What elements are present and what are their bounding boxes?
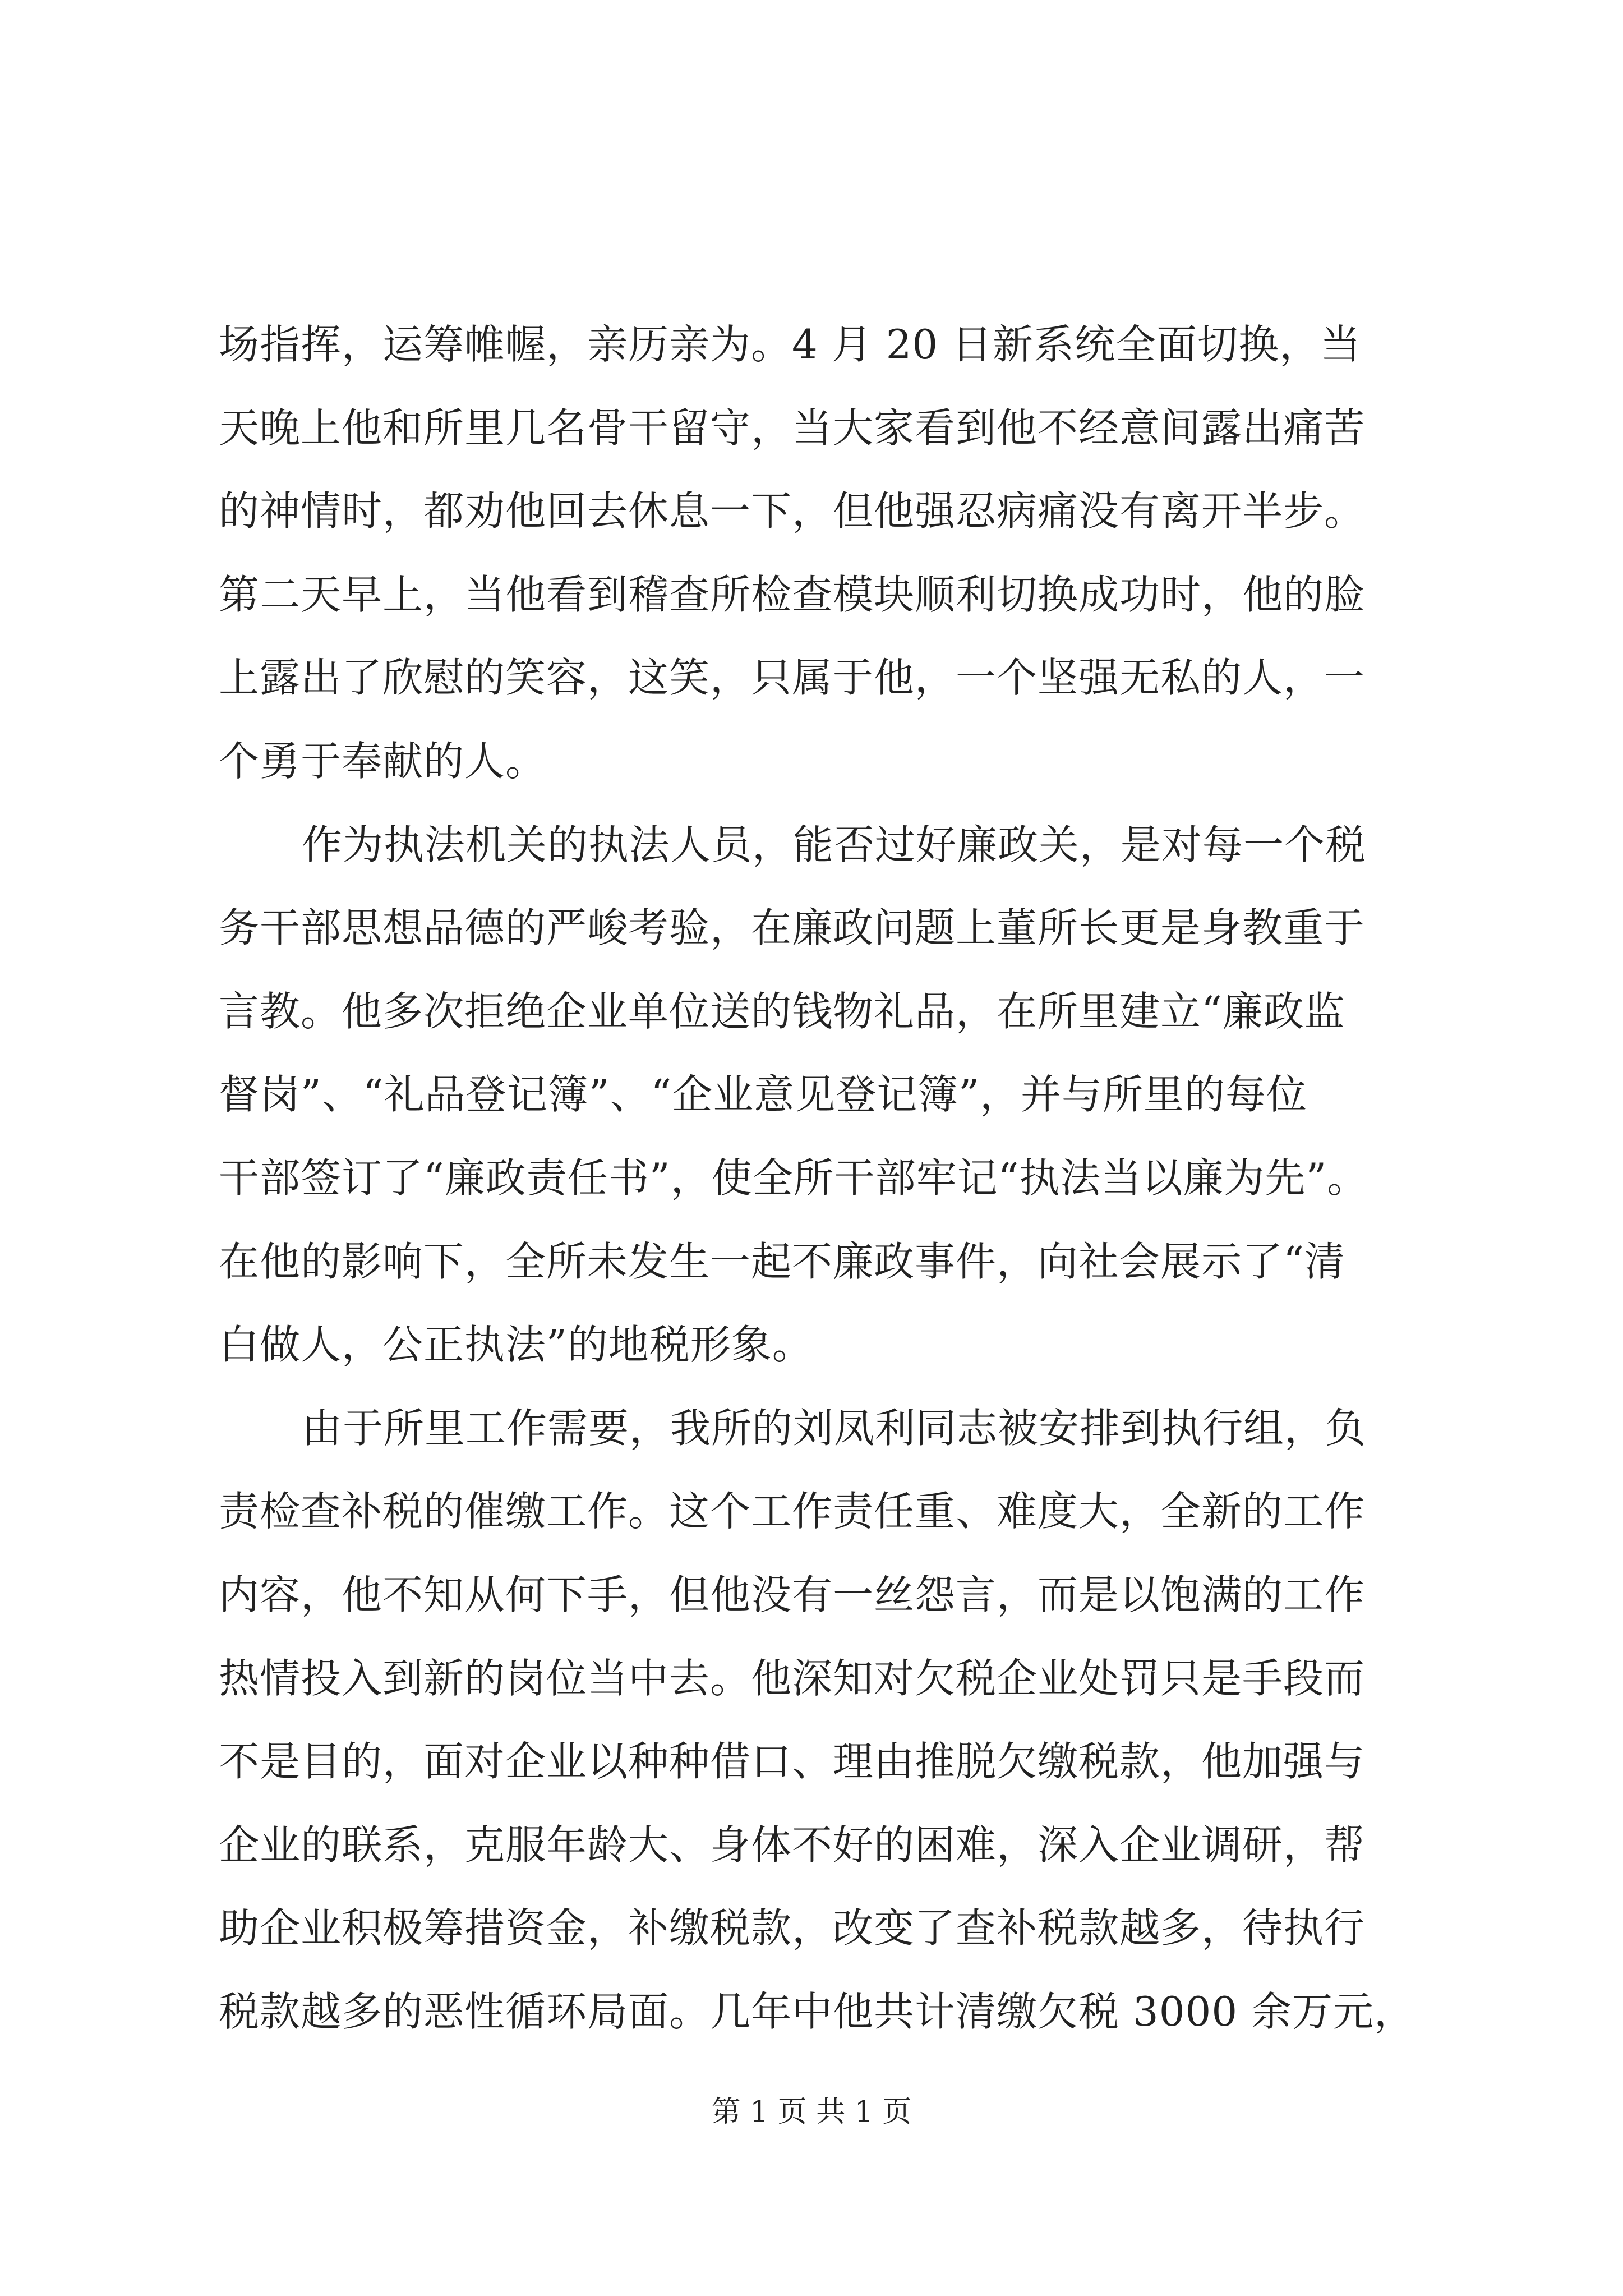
body-line: 助企业积极筹措资金，补缴税款，改变了查补税款越多，待执行 — [219, 1904, 1366, 1952]
document-body — [219, 303, 1475, 2053]
body-line: 责检查补税的催缴工作。这个工作责任重、难度大，全新的工作 — [219, 1488, 1366, 1535]
body-line: 白做人，公正执法”的地税形象。 — [219, 1321, 813, 1369]
paragraph-first-line: 由于所里工作需要，我所的刘凤利同志被安排到执行组，负 — [302, 1404, 1367, 1452]
body-line: 个勇于奉献的人。 — [219, 737, 547, 785]
paragraph-first-line: 作为执法机关的执法人员，能否过好廉政关，是对每一个税 — [302, 821, 1367, 868]
body-line: 上露出了欣慰的笑容，这笑，只属于他，一个坚强无私的人，一 — [219, 654, 1366, 702]
body-line: 干部签订了“廉政责任书”，使全所干部牢记“执法当以廉为先”。 — [219, 1154, 1368, 1202]
body-line: 言教。他多次拒绝企业单位送的钱物礼品，在所里建立“廉政监 — [219, 987, 1345, 1035]
body-line: 企业的联系，克服年龄大、身体不好的困难，深入企业调研，帮 — [219, 1821, 1366, 1869]
body-line: 不是目的，面对企业以种种借口、理由推脱欠缴税款，他加强与 — [219, 1738, 1366, 1786]
body-line: 的神情时，都劝他回去休息一下，但他强忍病痛没有离开半步。 — [219, 487, 1366, 535]
body-line: 督岗”、“礼品登记簿”、“企业意见登记簿”，并与所里的每位 — [219, 1071, 1308, 1119]
body-line: 热情投入到新的岗位当中去。他深知对欠税企业处罚只是手段而 — [219, 1654, 1366, 1702]
body-line: 税款越多的恶性循环局面。几年中他共计清缴欠税 3000 余万元， — [219, 1987, 1415, 2035]
body-line: 场指挥，运筹帷幄，亲历亲为。4 月 20 日新系统全面切换，当 — [219, 321, 1362, 368]
page-number-footer: 第 1 页 共 1 页 — [711, 2095, 912, 2129]
body-line: 在他的影响下，全所未发生一起不廉政事件，向社会展示了“清 — [219, 1237, 1345, 1285]
body-line: 内容，他不知从何下手，但他没有一丝怨言，而是以饱满的工作 — [219, 1571, 1366, 1618]
body-line: 务干部思想品德的严峻考验，在廉政问题上董所长更是身教重于 — [219, 904, 1366, 952]
body-line: 天晚上他和所里几名骨干留守，当大家看到他不经意间露出痛苦 — [219, 404, 1366, 452]
body-line: 第二天早上，当他看到稽查所检查模块顺利切换成功时，他的脸 — [219, 570, 1366, 618]
